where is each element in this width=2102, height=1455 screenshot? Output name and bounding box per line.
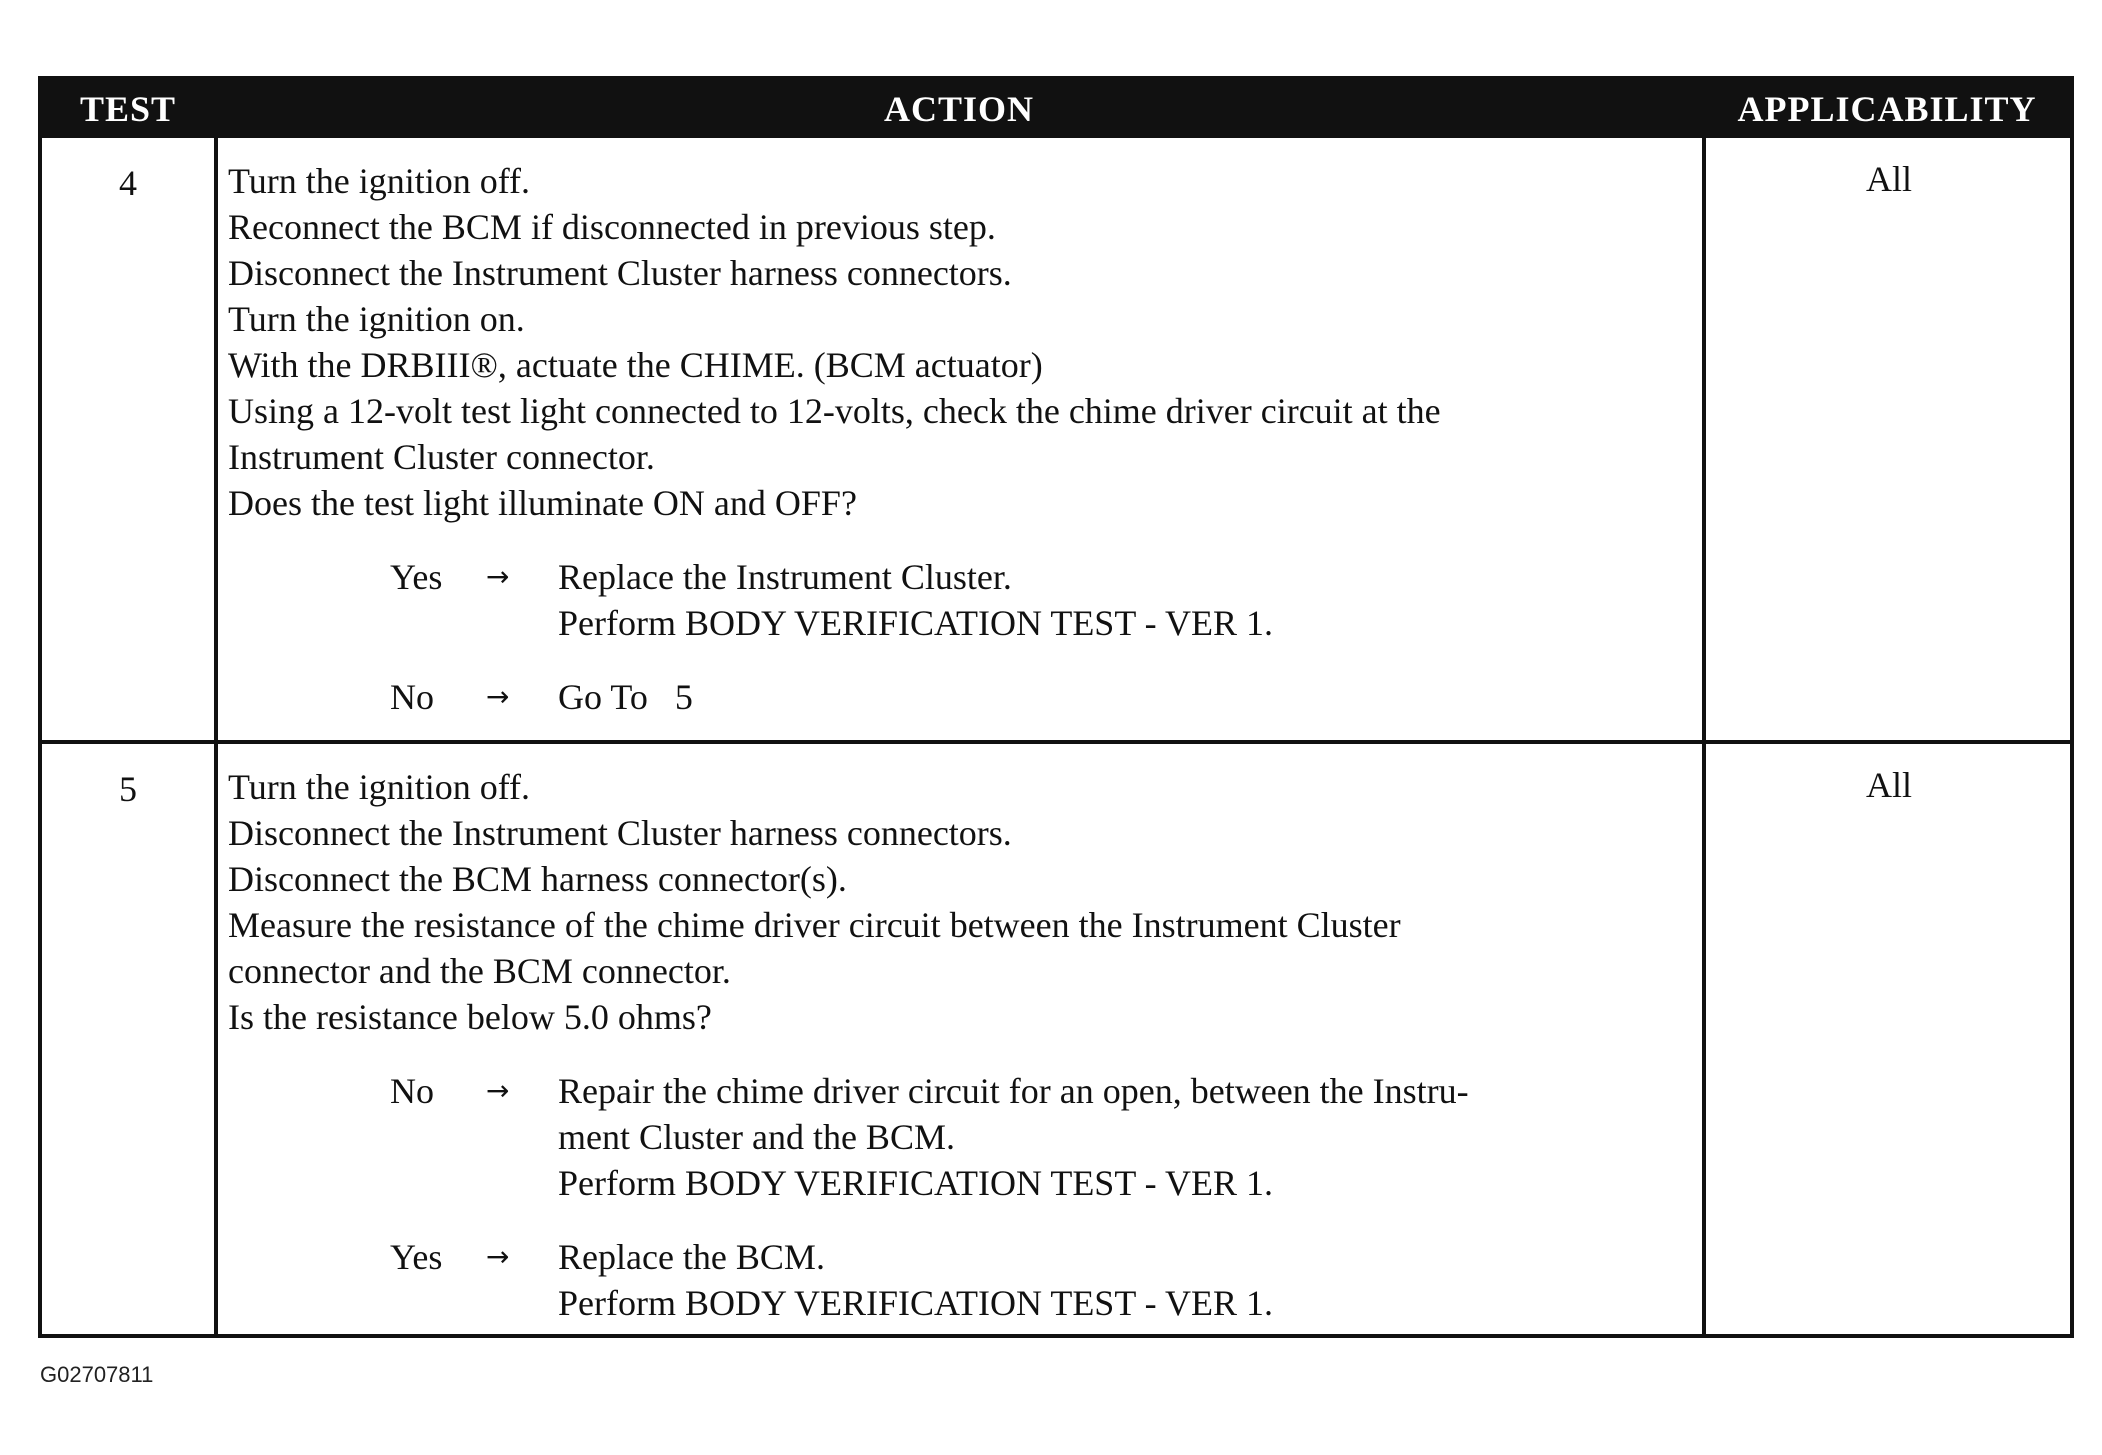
action-step: Turn the ignition off. — [228, 161, 531, 201]
arrow-right-icon: → — [486, 560, 510, 593]
outcome-line: Repair the chime driver circuit for an open, between the Instru- — [558, 1071, 1469, 1111]
outcome-yes — [390, 554, 1698, 646]
outcome-result — [558, 554, 1698, 646]
outcome-line: Perform BODY VERIFICATION TEST - VER 1. — [558, 603, 1274, 643]
outcome-line: ment Cluster and the BCM. — [558, 1117, 955, 1157]
header-test: TEST — [79, 89, 177, 129]
arrow-right-icon: → — [486, 1074, 510, 1107]
test-number: 4 — [119, 163, 137, 203]
outcome-yes — [390, 1234, 1698, 1326]
outcome-line: Replace the Instrument Cluster. — [558, 557, 1012, 597]
action-step: Instrument Cluster connector. — [228, 437, 655, 477]
table-header — [42, 80, 2070, 138]
table-row-test-5 — [42, 744, 2070, 1334]
action-step: Using a 12-volt test light connected to 12-volts, check the chime driver circuit at the — [228, 391, 1441, 431]
action-cell — [228, 158, 1698, 720]
action-step: Turn the ignition off. — [228, 767, 531, 807]
figure-code: G02707811 — [40, 1362, 154, 1387]
outcome-answer: Yes — [390, 1237, 443, 1277]
outcome-result — [558, 1068, 1698, 1206]
header-action: ACTION — [883, 89, 1035, 129]
header-applicability: APPLICABILITY — [1737, 89, 2037, 129]
action-step: connector and the BCM connector. — [228, 951, 731, 991]
action-cell — [228, 764, 1698, 1326]
outcome-result — [558, 1234, 1698, 1326]
action-step: Measure the resistance of the chime driver circuit between the Instrument Cluster — [228, 905, 1401, 945]
action-step: Disconnect the BCM harness connector(s). — [228, 859, 847, 899]
outcome-line: Perform BODY VERIFICATION TEST - VER 1. — [558, 1283, 1274, 1323]
applicability-value: All — [1865, 159, 1912, 199]
action-step: Reconnect the BCM if disconnected in previous step. — [228, 207, 996, 247]
action-step: Turn the ignition on. — [228, 299, 525, 339]
arrow-right-icon: → — [486, 680, 510, 713]
test-number: 5 — [119, 769, 137, 809]
diagnostic-table — [38, 76, 2074, 1338]
outcome-no — [390, 674, 1698, 720]
action-step: Disconnect the Instrument Cluster harness connectors. — [228, 253, 1012, 293]
arrow-right-icon: → — [486, 1240, 510, 1273]
action-question: Is the resistance below 5.0 ohms? — [228, 997, 712, 1037]
outcome-result — [558, 674, 1698, 720]
table-row-test-4 — [42, 138, 2070, 740]
action-step: Disconnect the Instrument Cluster harness connectors. — [228, 813, 1012, 853]
outcome-answer: No — [390, 1071, 434, 1111]
outcome-line: Perform BODY VERIFICATION TEST - VER 1. — [558, 1163, 1274, 1203]
outcome-no — [390, 1068, 1698, 1206]
action-question: Does the test light illuminate ON and OFF? — [228, 483, 857, 523]
action-step: With the DRBIII®, actuate the CHIME. (BCM actuator) — [228, 345, 1043, 385]
outcome-answer: Yes — [390, 557, 443, 597]
outcome-line: Replace the BCM. — [558, 1237, 825, 1277]
applicability-value: All — [1865, 765, 1912, 805]
outcome-answer: No — [390, 677, 434, 717]
outcome-line: Go To 5 — [558, 677, 693, 717]
